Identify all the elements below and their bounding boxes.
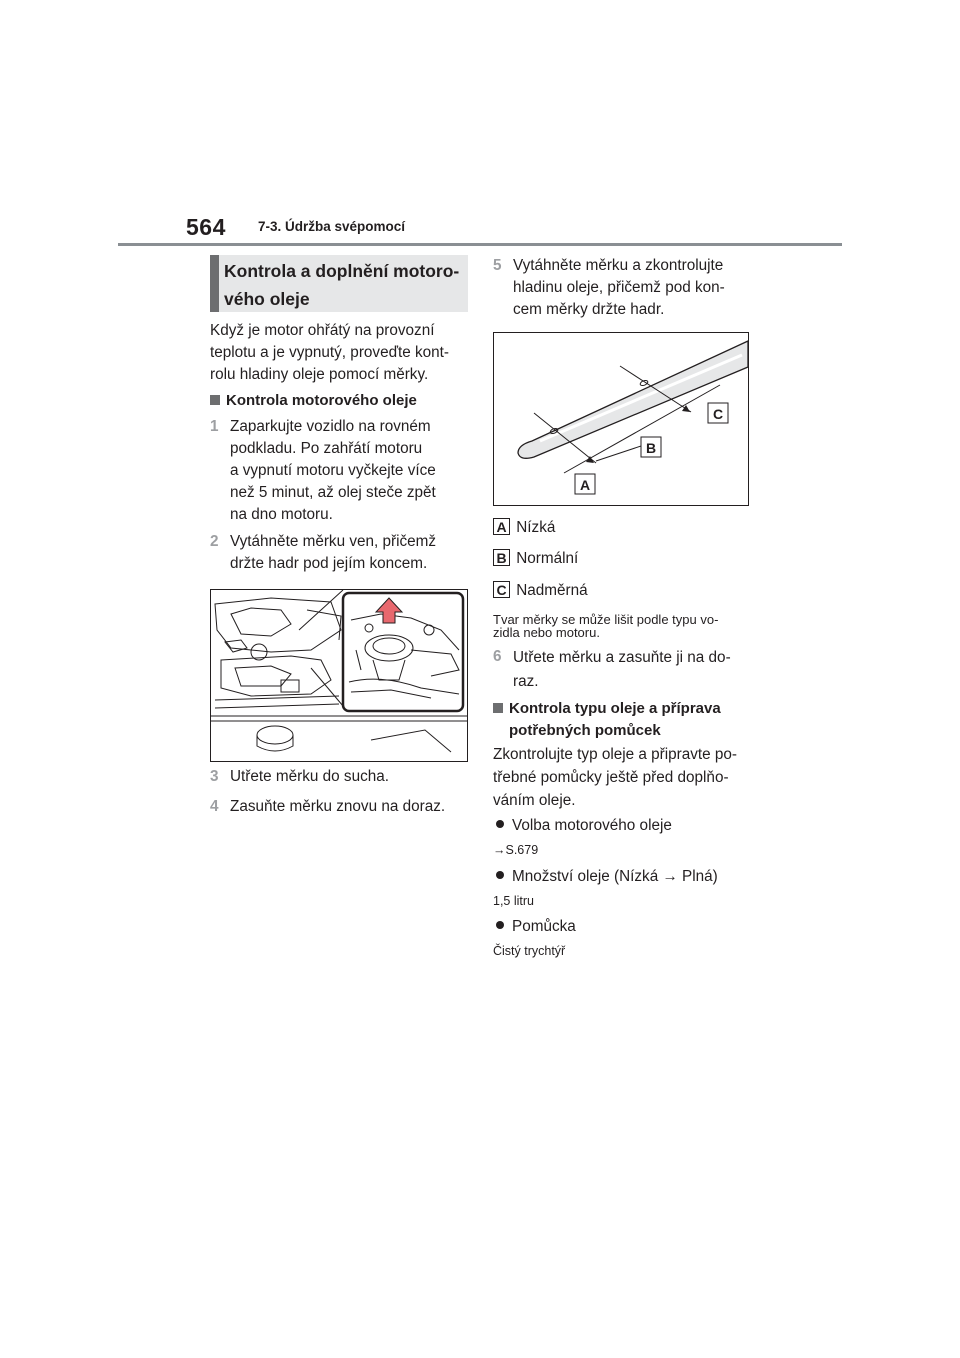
step-number: 6 xyxy=(493,648,502,665)
item-tool-value: Čistý trychtýř xyxy=(493,944,566,958)
item-oil-quantity-value: 1,5 litru xyxy=(493,894,534,908)
figure-label-a: A xyxy=(579,477,591,493)
step-line: držte hadr pod jejím koncem. xyxy=(230,555,428,572)
step-line: než 5 minut, až olej steče zpět xyxy=(230,484,436,501)
step-line: a vypnutí motoru vyčkejte více xyxy=(230,462,436,479)
item-oil-type xyxy=(493,815,672,837)
item-oil-quantity xyxy=(493,866,718,888)
subheading-text: Kontrola motorového oleje xyxy=(226,392,417,409)
subheading-oil-type xyxy=(493,698,758,742)
legend-label: B xyxy=(493,549,510,566)
step-line: na dno motoru. xyxy=(230,506,333,523)
legend-label: A xyxy=(493,518,510,535)
para-line: Zkontrolujte typ oleje a připravte po- xyxy=(493,746,738,763)
section-heading: Kontrola a doplnění motoro-vého oleje xyxy=(224,261,460,309)
figure-label-b: B xyxy=(645,440,657,456)
legend-c xyxy=(493,580,588,602)
square-bullet-icon xyxy=(493,703,503,713)
prep-paragraph xyxy=(493,743,758,812)
para-line: váním oleje. xyxy=(493,792,576,809)
item-title: Volba motorového oleje xyxy=(512,817,672,834)
item-tool xyxy=(493,916,576,938)
intro-line: rolu hladiny oleje pomocí měrky. xyxy=(210,366,429,383)
intro-paragraph xyxy=(210,320,472,386)
item-title: Pomůcka xyxy=(512,918,576,935)
subheading-text: potřebných pomůcek xyxy=(509,722,661,739)
subheading-oil-check xyxy=(210,392,417,409)
legend-text: Nadměrná xyxy=(516,582,588,599)
bullet-icon xyxy=(496,921,504,929)
step-2 xyxy=(210,531,472,575)
step-5 xyxy=(493,255,758,321)
step-line: cem měrky držte hadr. xyxy=(513,301,665,318)
step-line: podkladu. Po zahřátí motoru xyxy=(230,440,423,457)
step-line: Utřete měrku a zasuňte ji na do- xyxy=(513,649,731,666)
intro-line: teplotu a je vypnutý, proveďte kont- xyxy=(210,344,449,361)
engine-figure xyxy=(210,589,468,762)
step-line: raz. xyxy=(513,673,539,690)
engine-illustration xyxy=(211,590,467,761)
step-number: 1 xyxy=(210,418,219,435)
section-title: 7-3. Údržba svépomocí xyxy=(258,219,406,234)
legend-b xyxy=(493,548,578,570)
figure-label-c: C xyxy=(712,406,724,422)
item-oil-type-value: →S.679 xyxy=(493,843,539,857)
step-line: Zasuňte měrku znovu na doraz. xyxy=(230,798,446,815)
bullet-icon xyxy=(496,820,504,828)
dipstick-figure xyxy=(493,332,749,506)
header-rule xyxy=(118,243,842,246)
step-4 xyxy=(210,796,472,818)
page-number: 564 xyxy=(186,214,226,240)
square-bullet-icon xyxy=(210,395,220,405)
note xyxy=(493,613,758,639)
step-6 xyxy=(493,646,758,694)
step-line: hladinu oleje, přičemž pod kon- xyxy=(513,279,725,296)
legend-a xyxy=(493,517,555,539)
intro-line: Když je motor ohřátý na provozní xyxy=(210,322,435,339)
step-1 xyxy=(210,416,472,526)
note-line: zidla nebo motoru. xyxy=(493,625,600,640)
step-number: 4 xyxy=(210,798,219,815)
step-line: Zaparkujte vozidlo na rovném xyxy=(230,418,431,435)
subheading-text: Kontrola typu oleje a příprava xyxy=(509,700,721,717)
para-line: třebné pomůcky ještě před doplňo- xyxy=(493,769,729,786)
step-line: Vytáhněte měrku a zkontrolujte xyxy=(513,257,724,274)
dipstick-illustration xyxy=(494,333,748,505)
legend-text: Nízká xyxy=(516,519,556,536)
step-number: 2 xyxy=(210,533,219,550)
item-title: Množství oleje (Nízká → Plná) xyxy=(512,868,718,885)
step-line: Vytáhněte měrku ven, přičemž xyxy=(230,533,437,550)
note-line: Tvar měrky se může lišit podle typu vo- xyxy=(493,612,719,627)
step-line: Utřete měrku do sucha. xyxy=(230,768,389,785)
legend-label: C xyxy=(493,581,510,598)
step-3 xyxy=(210,766,472,788)
step-number: 3 xyxy=(210,768,219,785)
bullet-icon xyxy=(496,871,504,879)
legend-text: Normální xyxy=(516,550,579,567)
step-number: 5 xyxy=(493,257,502,274)
title-bar xyxy=(210,255,219,312)
